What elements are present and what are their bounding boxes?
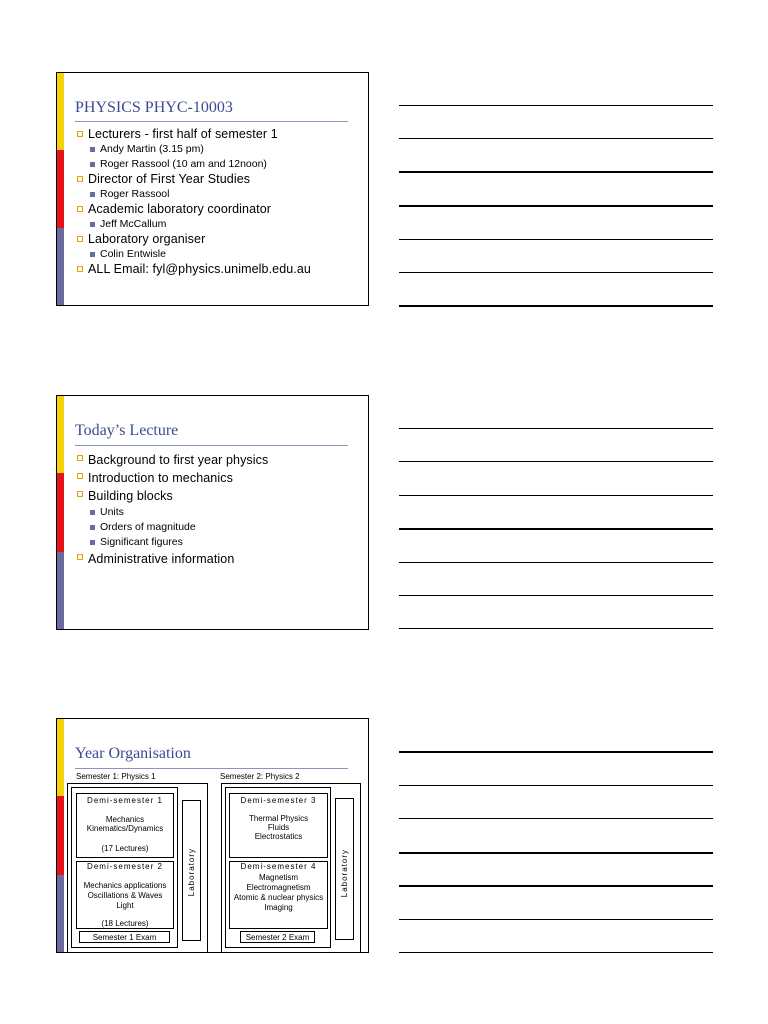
bullet-item: Lecturers - first half of semester 1 [77, 127, 364, 142]
demi-semester-3-line: Fluids [267, 823, 290, 832]
demi-semester-1-lectures: (17 Lectures) [101, 844, 149, 853]
demi-semester-1 [76, 793, 174, 858]
sub-bullet-item: Orders of magnitude [77, 520, 364, 535]
sub-bullet-item: Roger Rassool (10 am and 12noon) [77, 157, 364, 172]
demi-semester-4-line: Imaging [264, 903, 293, 912]
bullet-item: Academic laboratory coordinator [77, 202, 364, 217]
demi-semester-1-heading: Demi-semester 1 [87, 796, 163, 805]
demi-semester-4-line: Electromagnetism [246, 883, 311, 892]
bullet-item: Laboratory organiser [77, 232, 364, 247]
slide-title: Year Organisation [75, 745, 191, 762]
demi-semester-4-heading: Demi-semester 4 [240, 862, 317, 871]
laboratory-box-semester-2 [335, 798, 354, 940]
demi-semester-4-line: Magnetism [258, 873, 299, 882]
title-underline [75, 121, 348, 122]
slide-title: Today’s Lecture [75, 422, 179, 439]
demi-semester-1-line: Mechanics [105, 815, 145, 824]
slide-title: PHYSICS PHYC-10003 [75, 99, 233, 116]
sub-bullet-item: Significant figures [77, 535, 364, 550]
demi-semester-3-line: Electrostatics [254, 832, 303, 841]
title-underline [75, 445, 348, 446]
demi-semester-2-heading: Demi-semester 2 [87, 862, 163, 871]
bullet-item: ALL Email: fyl@physics.unimelb.edu.au [77, 262, 364, 277]
slide-year-organisation [56, 718, 369, 953]
sub-bullet-item: Colin Entwisle [77, 247, 364, 262]
semester-2-label: Semester 2: Physics 2 [220, 772, 300, 781]
sub-bullet-item: Units [77, 505, 364, 520]
laboratory-box-semester-1 [182, 800, 201, 941]
slide-bullets [77, 451, 364, 568]
sub-bullet-item: Andy Martin (3.15 pm) [77, 142, 364, 157]
bullet-item: Administrative information [77, 550, 364, 568]
sub-bullet-item: Jeff McCallum [77, 217, 364, 232]
slide-color-bar [57, 73, 64, 305]
demi-semester-2-line: Mechanics applications [83, 881, 167, 890]
bullet-item: Director of First Year Studies [77, 172, 364, 187]
slide-physics-phyc [56, 72, 369, 306]
bullet-item: Introduction to mechanics [77, 469, 364, 487]
laboratory-label: Laboratory [340, 849, 349, 898]
bullet-item: Background to first year physics [77, 451, 364, 469]
semester-1-label: Semester 1: Physics 1 [76, 772, 156, 781]
title-underline [75, 768, 348, 769]
exam-box-semester-1 [79, 931, 170, 943]
demi-semester-2-line: Light [116, 901, 134, 910]
demi-semester-2 [76, 861, 174, 929]
demi-semester-2-lectures: (18 Lectures) [101, 919, 149, 928]
slide-todays-lecture [56, 395, 369, 630]
demi-semester-1-line: Kinematics/Dynamics [86, 824, 164, 833]
exam-box-semester-2 [240, 931, 315, 943]
exam-label: Semester 2 Exam [245, 933, 310, 942]
demi-semester-3-line: Thermal Physics [248, 814, 309, 823]
exam-label: Semester 1 Exam [92, 933, 157, 942]
slide-bullets [77, 127, 364, 277]
bullet-item: Building blocks [77, 487, 364, 505]
demi-semester-4-line: Atomic & nuclear physics [233, 893, 324, 902]
demi-semester-4 [229, 861, 328, 929]
slide-color-bar [57, 719, 64, 952]
laboratory-label: Laboratory [187, 848, 196, 897]
sub-bullet-item: Roger Rassool [77, 187, 364, 202]
demi-semester-2-line: Oscillations & Waves [87, 891, 163, 900]
demi-semester-3-heading: Demi-semester 3 [240, 796, 317, 805]
slide-color-bar [57, 396, 64, 629]
demi-semester-3 [229, 793, 328, 858]
